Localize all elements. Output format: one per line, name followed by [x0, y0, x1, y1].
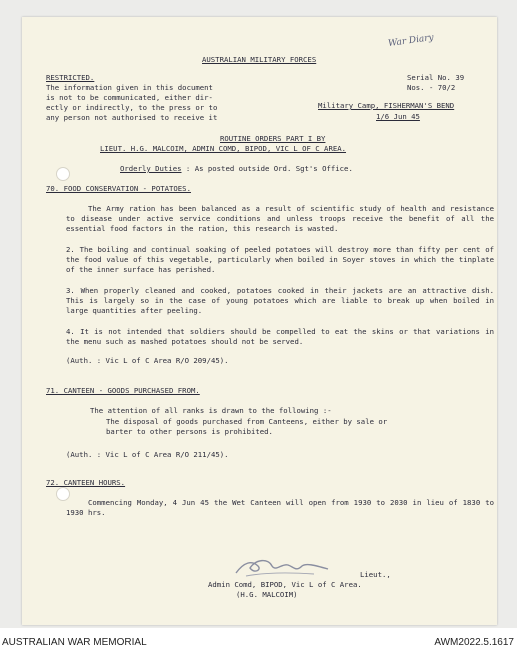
section-70-paragraph-1: The Army ration has been balanced as a result of scientific study of health and resistance to disease under active service conditions and unless troops receive the benefit of all the essential food factors in the ration, this research is wasted.	[66, 204, 494, 234]
orderly-duties-text: : As posted outside Ord. Sgt's Office.	[181, 164, 353, 173]
section-70-heading: 70. FOOD CONSERVATION - POTATOES.	[46, 184, 191, 193]
order-date: 1/6 Jun 45	[376, 112, 420, 121]
orderly-duties	[120, 164, 353, 174]
restricted-label: RESTRICTED.	[46, 73, 95, 82]
restricted-line-3: ectly or indirectly, to the press or to	[46, 103, 218, 112]
section-70-paragraph-2: 2. The boiling and continual soaking of peeled potatoes will destroy more than fifty per cent of the food value of this vegetable, particularly when boiled in Soyer stoves in which the tinplate of the inner surface has perished.	[66, 245, 494, 275]
section-72-text: Commencing Monday, 4 Jun 45 the Wet Canteen will open from 1930 to 2030 in lieu of 1830 to 1930 hrs.	[66, 498, 494, 518]
section-70-paragraph-4: 4. It is not intended that soldiers should be compelled to eat the skins or that variations in the menu such as mashed potatoes should not be served.	[66, 327, 494, 347]
orders-title: ROUTINE ORDERS PART I BY	[220, 134, 326, 143]
camp-location: Military Camp, FISHERMAN'S BEND	[318, 101, 455, 110]
signature-name: (H.G. MALCOIM)	[236, 590, 298, 599]
section-71-authority: (Auth. : Vic L of C Area R/O 211/45).	[66, 450, 229, 459]
section-71-quote-line-1: The disposal of goods purchased from Canteens, either by sale or	[106, 417, 388, 426]
restricted-line-1: The information given in this document	[46, 83, 213, 92]
handwritten-note: War Diary	[387, 32, 435, 50]
signature-role: Admin Comd, BIPOD, Vic L of C Area.	[208, 580, 362, 589]
orders-issuer: LIEUT. H.G. MALCOIM, ADMIN COMD, BIPOD, VIC L OF C AREA.	[100, 144, 347, 153]
footer-accession-number: AWM2022.5.1617	[434, 637, 514, 648]
order-nos: Nos. - 70/2	[407, 83, 456, 92]
section-71-intro: The attention of all ranks is drawn to the following :-	[90, 406, 332, 415]
section-70-paragraph-3: 3. When properly cleaned and cooked, potatoes cooked in their jackets are an attractive dish. This is largely so in the case of young potatoes which are liable to break up when boiled in large quantities after peeling.	[66, 286, 494, 316]
footer-institution: AUSTRALIAN WAR MEMORIAL	[2, 637, 147, 648]
signature-rank: Lieut.,	[360, 570, 391, 579]
restricted-line-4: any person not authorised to receive it	[46, 113, 218, 122]
section-70-authority: (Auth. : Vic L of C Area R/O 209/45).	[66, 356, 229, 365]
section-71-heading: 71. CANTEEN - GOODS PURCHASED FROM.	[46, 386, 200, 395]
orderly-duties-label: Orderly Duties	[120, 164, 182, 173]
section-71-quote-line-2: barter to other persons is prohibited.	[106, 427, 273, 436]
signature-scribble	[232, 554, 332, 580]
restricted-line-2: is not to be communicated, either dir-	[46, 93, 213, 102]
serial-number: Serial No. 39	[407, 73, 465, 82]
section-72-heading: 72. CANTEEN HOURS.	[46, 478, 126, 487]
punch-hole-top	[56, 167, 70, 181]
document-title: AUSTRALIAN MILITARY FORCES	[202, 55, 317, 64]
